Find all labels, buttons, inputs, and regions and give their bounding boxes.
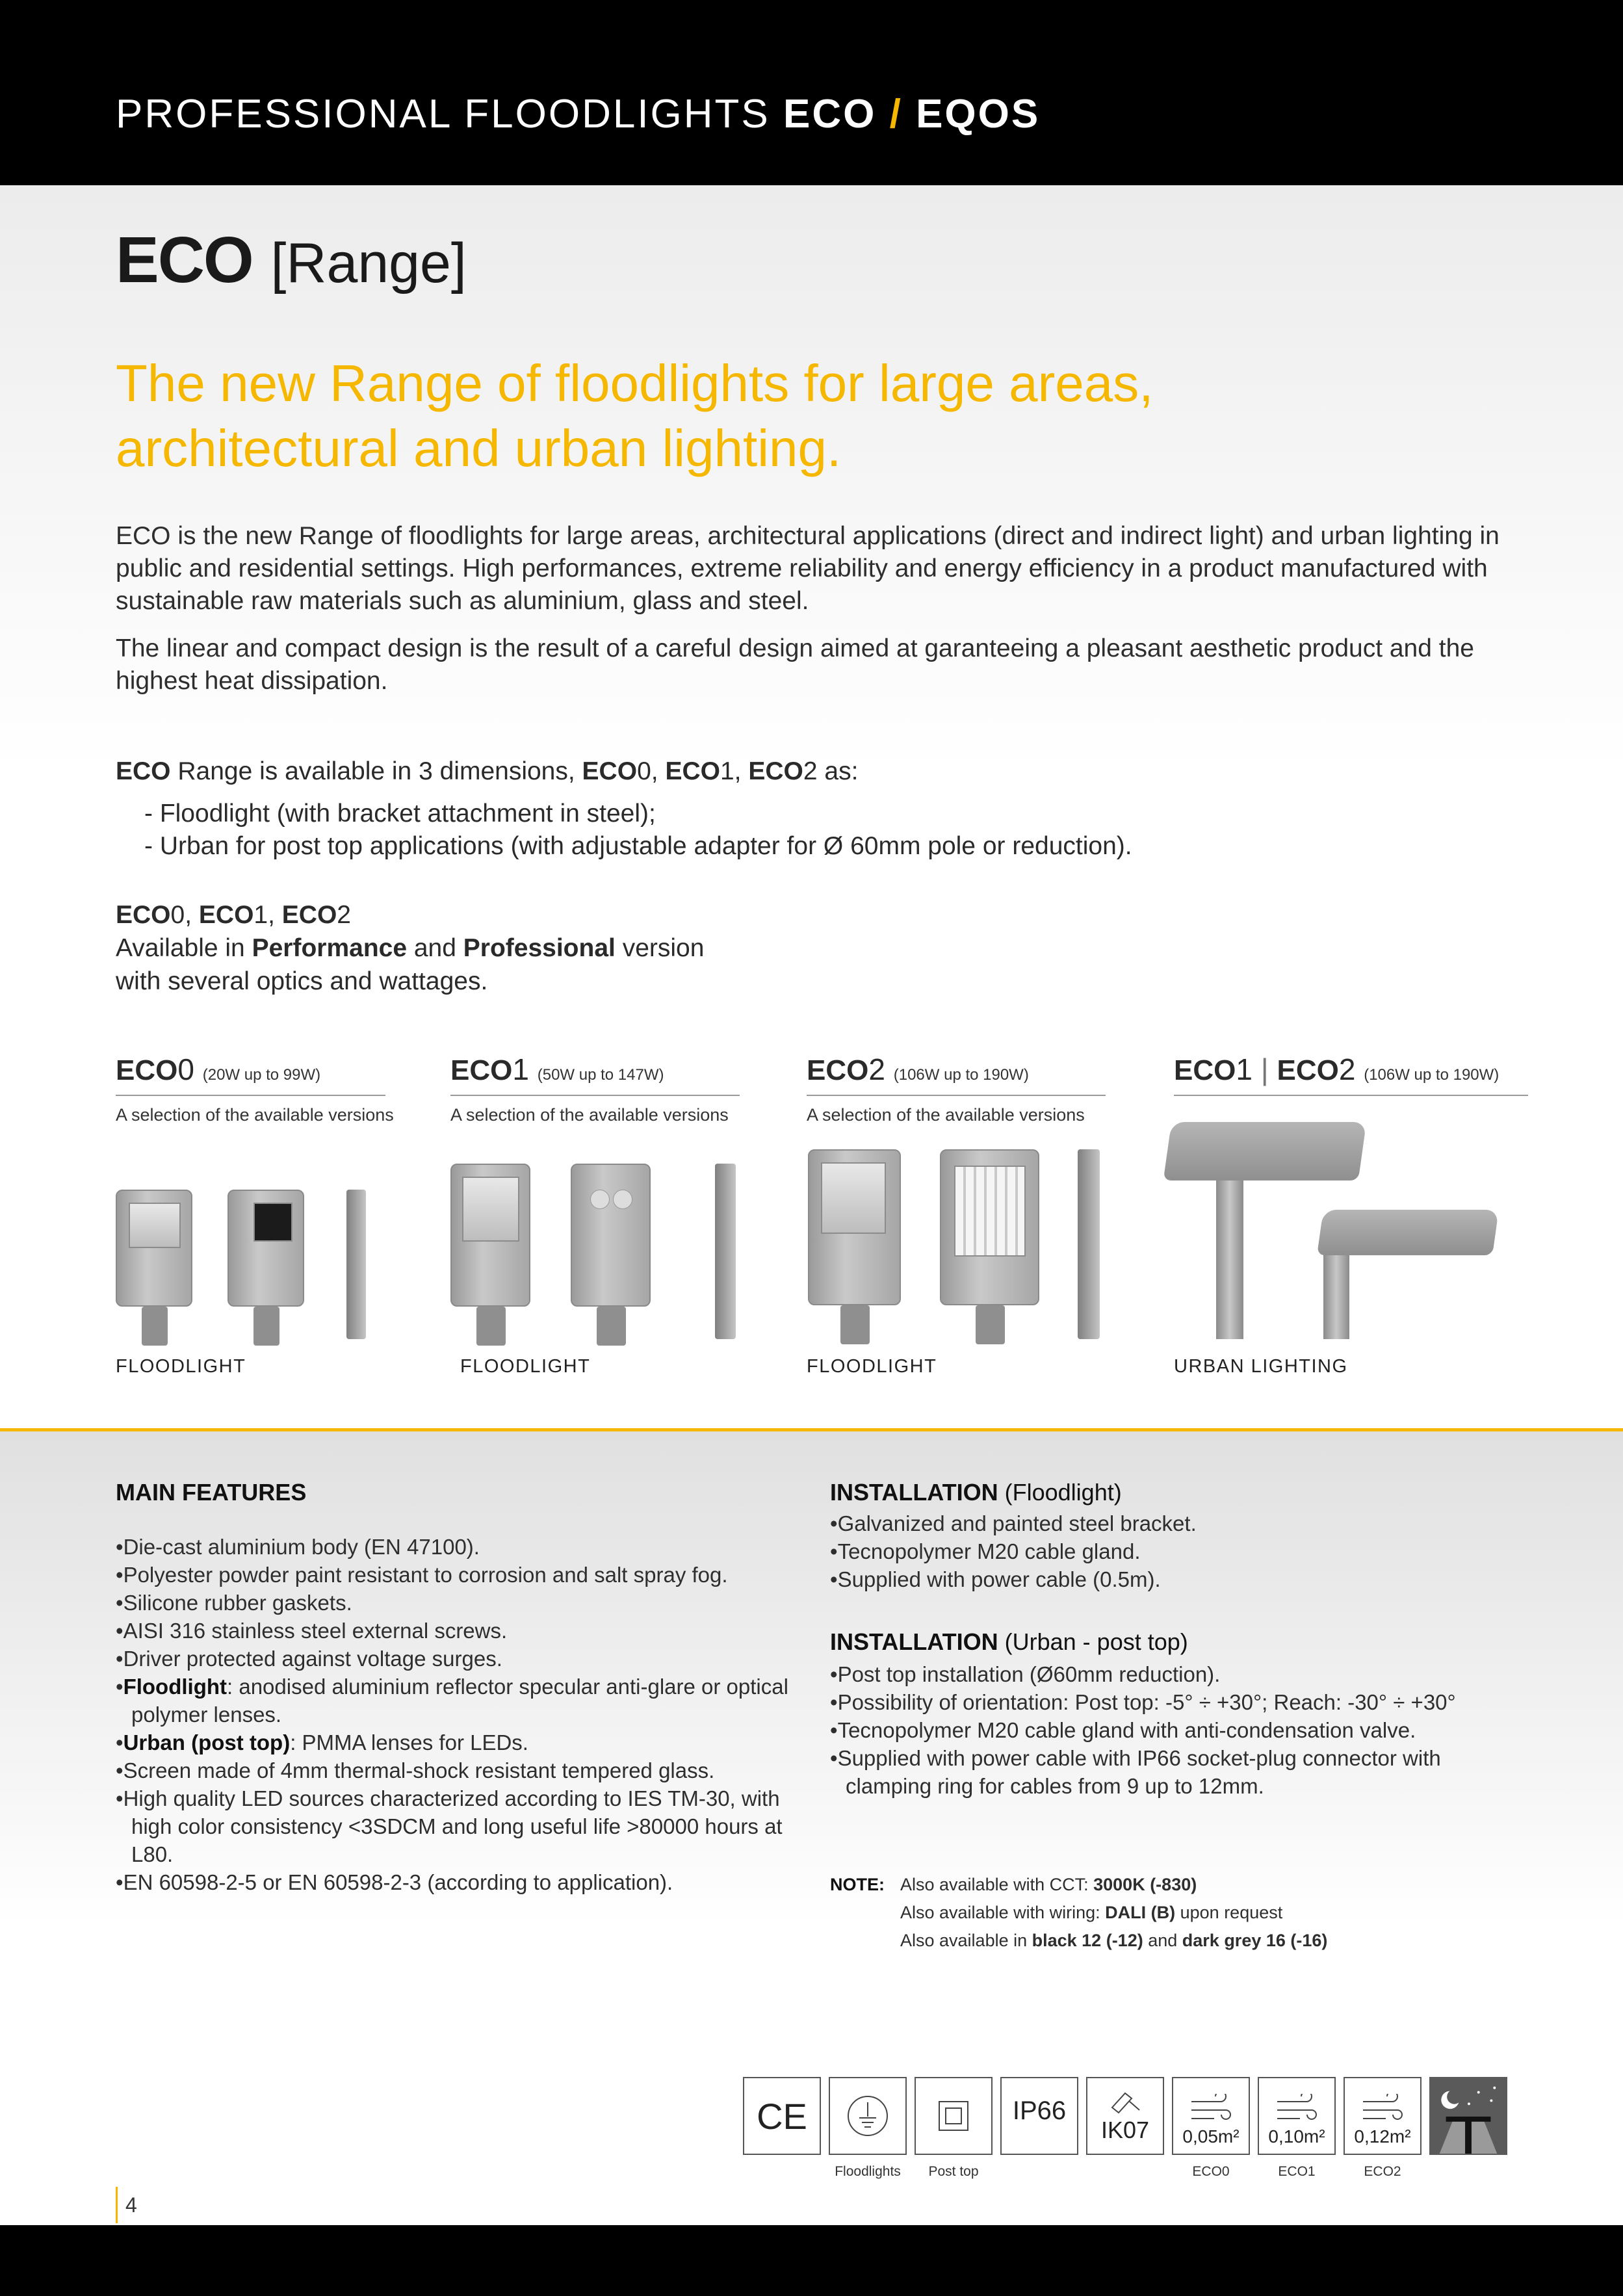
dimensions-item: - Floodlight (with bracket attachment in steel); — [144, 800, 656, 828]
ver-n0: 0 — [170, 901, 185, 929]
installation-title-bold: INSTALLATION — [830, 1479, 998, 1506]
feature-text: : PMMA lenses for LEDs. — [290, 1730, 528, 1755]
note-bold: DALI (B) — [1105, 1903, 1176, 1922]
feature-item — [116, 1756, 798, 1784]
floodlight-image — [571, 1164, 652, 1359]
page-footer — [0, 2225, 1623, 2296]
floodlight-image — [227, 1190, 305, 1359]
floodlight-side-image — [715, 1164, 736, 1339]
dim-sep: , — [651, 757, 666, 785]
note-bold: black 12 (-12) — [1032, 1931, 1143, 1950]
product-num: 2 — [1338, 1052, 1356, 1086]
feature-bold: Urban (post top) — [123, 1730, 291, 1755]
note-text: Also available with CCT: — [900, 1875, 1094, 1894]
installation-item: • Possibility of orientation: Post top: -5° ÷ +30°; Reach: -30° ÷ +30° — [830, 1688, 1532, 1716]
product-heading — [116, 1052, 385, 1096]
installation-floodlight-list — [830, 1509, 1532, 1593]
floodlight-side-image — [346, 1190, 366, 1339]
ver-eco: ECO — [198, 901, 254, 929]
wind-area-value: 0,05m² — [1182, 2126, 1240, 2146]
installation-item: • Tecnopolymer M20 cable gland. — [830, 1537, 1532, 1565]
dimensions-list — [144, 798, 1132, 863]
product-eco: ECO — [116, 1054, 178, 1086]
installation-title-rest: (Urban - post top) — [998, 1628, 1188, 1655]
installation-item: • Supplied with power cable with IP66 socket-plug connector with clamping ring for cables from 9 up to 12mm. — [830, 1744, 1532, 1800]
feature-text: Die-cast aluminium body (EN 47100). — [123, 1535, 480, 1559]
versions-block — [116, 898, 704, 998]
feature-text: : anodised aluminium reflector specular anti-glare or optical polymer lenses. — [131, 1675, 788, 1727]
feature-item — [116, 1533, 798, 1561]
wind-icon — [1274, 2094, 1319, 2126]
dim-text: Range is available in 3 dimensions, — [170, 757, 582, 785]
dim-sep: , — [734, 757, 749, 785]
urban-lamp-image — [1163, 1122, 1367, 1181]
ver-text: version — [615, 934, 705, 962]
product-heading — [807, 1052, 1106, 1096]
note-text: upon request — [1175, 1903, 1283, 1922]
product-caption: FLOODLIGHT — [116, 1356, 246, 1377]
feature-item — [116, 1645, 798, 1673]
ver-professional: Professional — [463, 934, 616, 962]
ver-eco: ECO — [281, 901, 337, 929]
page-number: 4 — [116, 2187, 137, 2223]
header-title-slash: / — [876, 92, 916, 137]
installation-title-bold: INSTALLATION — [830, 1628, 998, 1655]
feature-item — [116, 1589, 798, 1617]
note-block — [830, 1871, 1327, 1955]
product-wattage: (106W up to 190W) — [893, 1066, 1029, 1084]
installation-item: • Tecnopolymer M20 cable gland with anti-condensation valve. — [830, 1716, 1532, 1744]
ver-sep: , — [268, 901, 282, 929]
ver-text: Available in — [116, 934, 252, 962]
dim-eco1: ECO — [665, 757, 720, 785]
dimensions-line — [116, 755, 858, 788]
feature-item — [116, 1561, 798, 1589]
feature-text: EN 60598-2-5 or EN 60598-2-3 (according to application). — [123, 1870, 673, 1894]
post-top-caption: Post top — [928, 2164, 979, 2179]
ik07-icon — [1086, 2077, 1164, 2155]
header-title-eqos: EQOS — [916, 92, 1041, 137]
intro-paragraph-2: The linear and compact design is the result of a careful design aimed at garanteeing a pleasant aesthetic product and the highest heat dissipation. — [116, 634, 1474, 695]
installation-item: • Galvanized and painted steel bracket. — [830, 1509, 1532, 1537]
note-bold: dark grey 16 (-16) — [1182, 1931, 1328, 1950]
versions-availability — [116, 932, 704, 965]
dim-as: as: — [817, 757, 859, 785]
ik-rating: IK07 — [1100, 2117, 1150, 2143]
product-eco: ECO — [450, 1054, 513, 1086]
product-caption: FLOODLIGHT — [460, 1356, 591, 1377]
versions-eco-line — [116, 898, 704, 932]
product-separator: | — [1260, 1052, 1269, 1086]
feature-text: High quality LED sources characterized according to IES TM-30, with high color consistency <3SDCM and long useful life >80000 hours at L80. — [123, 1786, 783, 1866]
floodlight-image — [450, 1164, 532, 1359]
wind-area-icon — [1344, 2077, 1422, 2155]
wind-area-value: 0,10m² — [1268, 2126, 1325, 2146]
installation-item: • Supplied with power cable (0.5m). — [830, 1565, 1532, 1593]
class-one-earth-icon — [829, 2077, 907, 2155]
intro-paragraph-1: ECO is the new Range of floodlights for large areas, architectural applications (direct and indirect light) and urban lighting in public and residential settings. High performances, extreme reliability and energy efficiency in a product manufactured with sustainable raw materials such as aluminium, glass and steel. — [116, 522, 1500, 615]
installation-title-rest: (Floodlight) — [998, 1479, 1122, 1506]
product-eco0 — [116, 1052, 394, 1377]
tagline — [116, 351, 1351, 481]
floodlight-image — [808, 1149, 902, 1357]
product-num: 1 — [1236, 1052, 1253, 1086]
urban-pole — [1323, 1247, 1349, 1339]
page-header — [0, 0, 1623, 185]
feature-text: AISI 316 stainless steel external screws. — [123, 1619, 508, 1643]
product-heading — [450, 1052, 740, 1096]
tagline-line-1: The new Range of floodlights for large areas, — [116, 354, 1154, 412]
dim-eco0: ECO — [582, 757, 638, 785]
wind-area-label: ECO2 — [1364, 2164, 1401, 2179]
dark-sky-icon — [1429, 2077, 1507, 2155]
product-subtitle: A selection of the available versions — [450, 1105, 729, 1125]
range-suffix: [Range] — [270, 232, 467, 294]
note-line-1 — [830, 1871, 1327, 1899]
product-num: 0 — [177, 1052, 194, 1086]
note-text: Also available in — [900, 1931, 1032, 1950]
floodlight-image — [940, 1149, 1041, 1357]
product-eco: ECO — [1174, 1054, 1236, 1086]
feature-item — [116, 1673, 798, 1729]
product-caption: FLOODLIGHT — [807, 1356, 937, 1377]
main-features-title: MAIN FEATURES — [116, 1479, 307, 1506]
feature-item — [116, 1868, 798, 1896]
dim-eco2: ECO — [748, 757, 803, 785]
feature-text: Driver protected against voltage surges. — [123, 1647, 502, 1671]
note-line-3 — [830, 1927, 1327, 1955]
product-heading — [1174, 1052, 1528, 1096]
ver-eco: ECO — [116, 901, 171, 929]
note-text: Also available with wiring: — [900, 1903, 1106, 1922]
dim-n2: 2 — [803, 757, 818, 785]
urban-lamp-image — [1317, 1210, 1499, 1255]
ip66-icon: IP66 — [1000, 2077, 1078, 2155]
wind-icon — [1188, 2094, 1234, 2126]
night-streetlight-icon — [1431, 2078, 1506, 2154]
product-num: 2 — [868, 1052, 885, 1086]
wind-area-value: 0,12m² — [1354, 2126, 1411, 2146]
note-label: NOTE: — [830, 1875, 885, 1894]
wind-icon — [1360, 2094, 1405, 2126]
header-title — [116, 91, 1040, 137]
header-title-prefix: PROFESSIONAL FLOODLIGHTS — [116, 92, 784, 137]
earth-symbol-icon — [845, 2093, 890, 2139]
floodlight-side-image — [1078, 1149, 1100, 1339]
installation-item: • Post top installation (Ø60mm reduction). — [830, 1660, 1532, 1688]
product-subtitle: A selection of the available versions — [116, 1105, 394, 1125]
floodlights-caption: Floodlights — [835, 2164, 901, 2179]
wind-area-icon — [1172, 2077, 1250, 2155]
ver-performance: Performance — [252, 934, 408, 962]
ver-sep: , — [185, 901, 199, 929]
ce-mark-icon: CE — [743, 2077, 821, 2155]
dim-n0: 0 — [637, 757, 651, 785]
ver-n2: 2 — [337, 901, 351, 929]
product-wattage: (50W up to 147W) — [537, 1066, 664, 1084]
wind-area-icon — [1258, 2077, 1336, 2155]
class-two-icon — [915, 2077, 993, 2155]
feature-text: Silicone rubber gaskets. — [123, 1591, 352, 1615]
note-bold: 3000K (-830) — [1093, 1875, 1197, 1894]
wind-area-label: ECO0 — [1192, 2164, 1230, 2179]
feature-item — [116, 1729, 798, 1756]
dim-n1: 1 — [720, 757, 734, 785]
feature-item — [116, 1784, 798, 1868]
ver-n1: 1 — [253, 901, 268, 929]
product-eco2 — [807, 1052, 1106, 1377]
range-title — [116, 218, 467, 306]
product-num: 1 — [512, 1052, 529, 1086]
header-title-eco: ECO — [783, 92, 877, 137]
floodlight-image — [116, 1190, 194, 1359]
note-text: and — [1143, 1931, 1182, 1950]
product-eco: ECO — [1277, 1054, 1339, 1086]
product-caption: URBAN LIGHTING — [1174, 1356, 1348, 1377]
product-subtitle: A selection of the available versions — [807, 1105, 1085, 1125]
hammer-icon — [1106, 2088, 1145, 2117]
versions-optics: with several optics and wattages. — [116, 967, 488, 995]
feature-bold: Floodlight — [123, 1675, 227, 1699]
installation-urban-title — [830, 1628, 1188, 1656]
installation-floodlight-title — [830, 1479, 1122, 1506]
double-square-icon — [934, 2096, 973, 2135]
wind-area-label: ECO1 — [1278, 2164, 1316, 2179]
main-features-list — [116, 1533, 798, 1896]
product-urban — [1174, 1052, 1528, 1377]
product-eco: ECO — [807, 1054, 869, 1086]
dim-eco: ECO — [116, 757, 171, 785]
ver-text: and — [407, 934, 463, 962]
product-eco1 — [450, 1052, 740, 1377]
feature-item — [116, 1617, 798, 1645]
note-line-2 — [830, 1899, 1327, 1927]
dimensions-item: - Urban for post top applications (with adjustable adapter for Ø 60mm pole or reduction). — [144, 832, 1132, 860]
feature-text: Polyester powder paint resistant to corrosion and salt spray fog. — [123, 1563, 728, 1587]
product-wattage: (20W up to 99W) — [202, 1066, 321, 1084]
feature-text: Screen made of 4mm thermal-shock resistant tempered glass. — [123, 1758, 715, 1782]
range-name: ECO — [116, 224, 253, 296]
product-wattage: (106W up to 190W) — [1364, 1066, 1500, 1084]
tagline-line-2: architectural and urban lighting. — [116, 419, 842, 477]
urban-pole — [1216, 1175, 1243, 1339]
installation-urban-list — [830, 1660, 1532, 1800]
